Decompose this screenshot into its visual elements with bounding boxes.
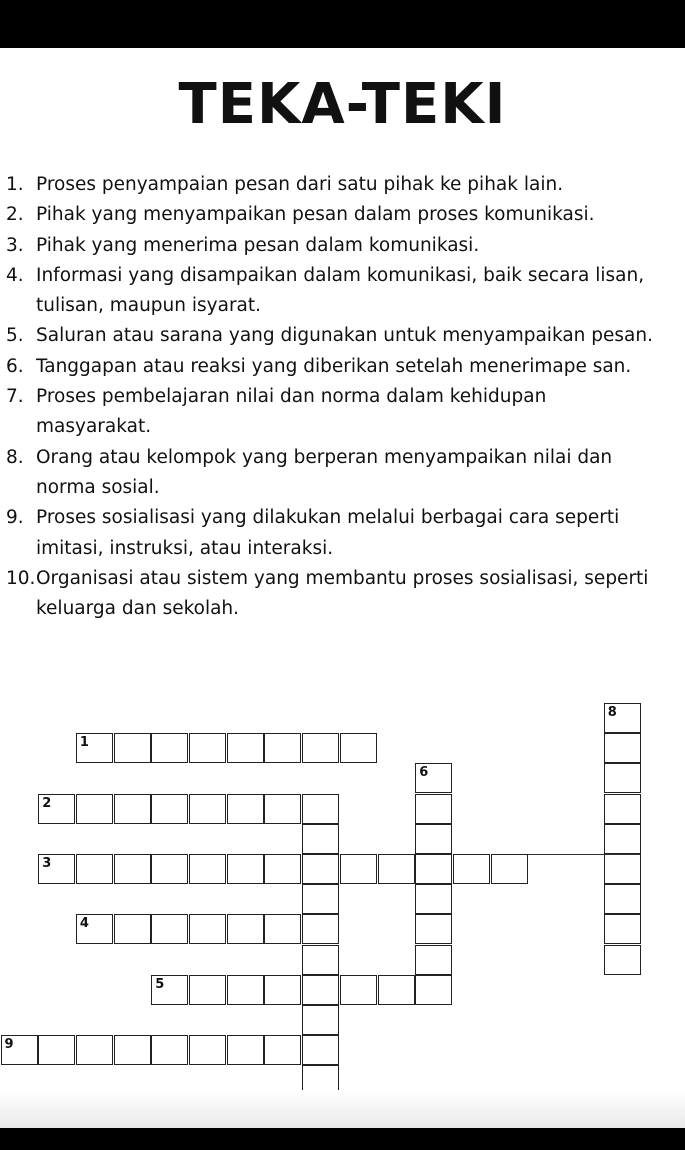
crossword-cell[interactable] [227, 733, 264, 763]
crossword-cell[interactable] [38, 794, 75, 824]
crossword-cell[interactable] [302, 794, 339, 824]
crossword-cell[interactable] [189, 854, 226, 884]
crossword-cell[interactable] [415, 914, 452, 944]
crossword-cell[interactable] [604, 703, 641, 733]
crossword-cell[interactable] [1, 1035, 38, 1065]
clue-text: Proses penyampaian pesan dari satu pihak ke pihak lain. [36, 174, 564, 195]
crossword-cell[interactable] [302, 945, 339, 975]
clue-text: Organisasi atau sistem yang membantu proses sosialisasi, seperti keluarga dan sekolah. [36, 567, 649, 620]
crossword-cell[interactable] [227, 914, 264, 944]
crossword-cell[interactable] [227, 854, 264, 884]
crossword-cell[interactable] [604, 824, 641, 854]
crossword-cell[interactable] [604, 884, 641, 914]
crossword-cell[interactable] [264, 854, 301, 884]
crossword-cell[interactable] [114, 733, 151, 763]
crossword-cell[interactable] [340, 975, 377, 1005]
crossword-cell[interactable] [604, 914, 641, 944]
crossword-cell[interactable] [453, 854, 490, 884]
grid-rule-line [528, 854, 641, 855]
crossword-cell-number: 3 [42, 856, 52, 871]
crossword-cell-number: 2 [42, 795, 52, 811]
crossword-cell-number: 6 [419, 765, 429, 781]
crossword-cell[interactable] [604, 763, 641, 793]
clue-number: 6. [6, 355, 24, 377]
crossword-cell[interactable] [189, 733, 226, 763]
crossword-cell[interactable] [302, 854, 339, 884]
crossword-cell[interactable] [378, 854, 415, 884]
crossword-cell[interactable] [604, 854, 641, 884]
crossword-cell-number: 1 [79, 735, 89, 751]
crossword-cell[interactable] [76, 914, 113, 944]
clue-number: 8. [6, 446, 24, 468]
clue-item [6, 231, 656, 261]
clue-text: Proses sosialisasi yang dilakukan melalui berbagai cara seperti imitasi, instruksi, atau interaksi. [36, 507, 620, 559]
clue-text: Tanggapan atau reaksi yang diberikan setelah menerimape san. [36, 355, 632, 377]
crossword-cell[interactable] [76, 854, 113, 884]
crossword-cell-number: 4 [79, 916, 89, 932]
crossword-cell[interactable] [415, 794, 452, 824]
crossword-cell[interactable] [189, 975, 226, 1005]
crossword-cell[interactable] [415, 763, 452, 793]
crossword-cell[interactable] [302, 884, 339, 914]
crossword-cell[interactable] [151, 794, 188, 824]
clue-number: 2. [6, 204, 24, 226]
crossword-cell-number: 9 [4, 1037, 14, 1053]
crossword-cell[interactable] [604, 945, 641, 975]
clue-item [6, 564, 656, 625]
clue-item [6, 321, 656, 351]
crossword-cell-number: 5 [155, 976, 165, 992]
crossword-cell[interactable] [189, 1035, 226, 1065]
clue-text: Saluran atau sarana yang digunakan untuk menyampaikan pesan. [36, 325, 653, 347]
crossword-cell[interactable] [415, 824, 452, 854]
top-black-bar [0, 0, 685, 48]
clue-number: 3. [6, 234, 24, 256]
crossword-cell[interactable] [415, 884, 452, 914]
crossword-cell[interactable] [114, 794, 151, 824]
clue-item [6, 261, 656, 322]
crossword-cell[interactable] [415, 975, 452, 1005]
clue-number: 7. [6, 386, 24, 408]
clue-number: 1. [6, 174, 24, 195]
clue-item [6, 503, 656, 564]
crossword-cell[interactable] [415, 945, 452, 975]
crossword-cell[interactable] [114, 914, 151, 944]
page-title: TEKA-TEKI [178, 72, 507, 137]
crossword-cell[interactable] [151, 733, 188, 763]
crossword-cell[interactable] [264, 1035, 301, 1065]
crossword-cell[interactable] [151, 914, 188, 944]
crossword-cell[interactable] [302, 1035, 339, 1065]
crossword-cell[interactable] [76, 1035, 113, 1065]
crossword-cell[interactable] [302, 824, 339, 854]
clue-text: Pihak yang menerima pesan dalam komunikasi. [36, 234, 480, 256]
clue-number: 5. [6, 325, 24, 347]
crossword-cell[interactable] [227, 975, 264, 1005]
clue-list [6, 170, 656, 624]
crossword-cell[interactable] [340, 854, 377, 884]
crossword-cell[interactable] [114, 1035, 151, 1065]
crossword-cell[interactable] [340, 733, 377, 763]
crossword-cell[interactable] [38, 1035, 75, 1065]
crossword-cell[interactable] [76, 794, 113, 824]
crossword-cell[interactable] [302, 975, 339, 1005]
crossword-cell[interactable] [38, 854, 75, 884]
clue-text: Informasi yang disampaikan dalam komunikasi, baik secara lisan, tulisan, maupun isyarat. [36, 264, 645, 317]
clue-text: Pihak yang menyampaikan pesan dalam proses komunikasi. [36, 204, 595, 226]
crossword-cell[interactable] [227, 1035, 264, 1065]
clue-item [6, 443, 656, 504]
crossword-cell[interactable] [76, 733, 113, 763]
crossword-cell[interactable] [264, 794, 301, 824]
bottom-black-bar [0, 1128, 685, 1150]
crossword-cell[interactable] [302, 1005, 339, 1035]
crossword-cell[interactable] [114, 854, 151, 884]
crossword-cell[interactable] [151, 854, 188, 884]
crossword-cell[interactable] [151, 1035, 188, 1065]
clue-text: Orang atau kelompok yang berperan menyampaikan nilai dan norma sosial. [36, 446, 613, 498]
clue-item [6, 200, 656, 230]
clue-item [6, 170, 656, 200]
clue-item [6, 382, 656, 443]
crossword-cell[interactable] [604, 794, 641, 824]
crossword-cell[interactable] [491, 854, 528, 884]
crossword-cell[interactable] [151, 975, 188, 1005]
crossword-cell[interactable] [189, 794, 226, 824]
crossword-cell[interactable] [302, 914, 339, 944]
clue-number: 9. [6, 507, 24, 529]
crossword-cell[interactable] [378, 975, 415, 1005]
clue-number: 10. [6, 567, 36, 589]
crossword-cell[interactable] [604, 733, 641, 763]
crossword-cell[interactable] [227, 794, 264, 824]
bottom-fade [0, 1090, 685, 1128]
crossword-cell[interactable] [189, 914, 226, 944]
crossword-cell[interactable] [302, 733, 339, 763]
clue-text: Proses pembelajaran nilai dan norma dalam kehidupan masyarakat. [36, 386, 547, 438]
clue-number: 4. [6, 264, 24, 286]
crossword-cell[interactable] [264, 733, 301, 763]
crossword-cell-number: 8 [607, 705, 617, 720]
crossword-cell[interactable] [415, 854, 452, 884]
crossword-cell[interactable] [264, 975, 301, 1005]
clue-item [6, 352, 656, 382]
crossword-cell[interactable] [264, 914, 301, 944]
crossword-grid [0, 700, 685, 1100]
